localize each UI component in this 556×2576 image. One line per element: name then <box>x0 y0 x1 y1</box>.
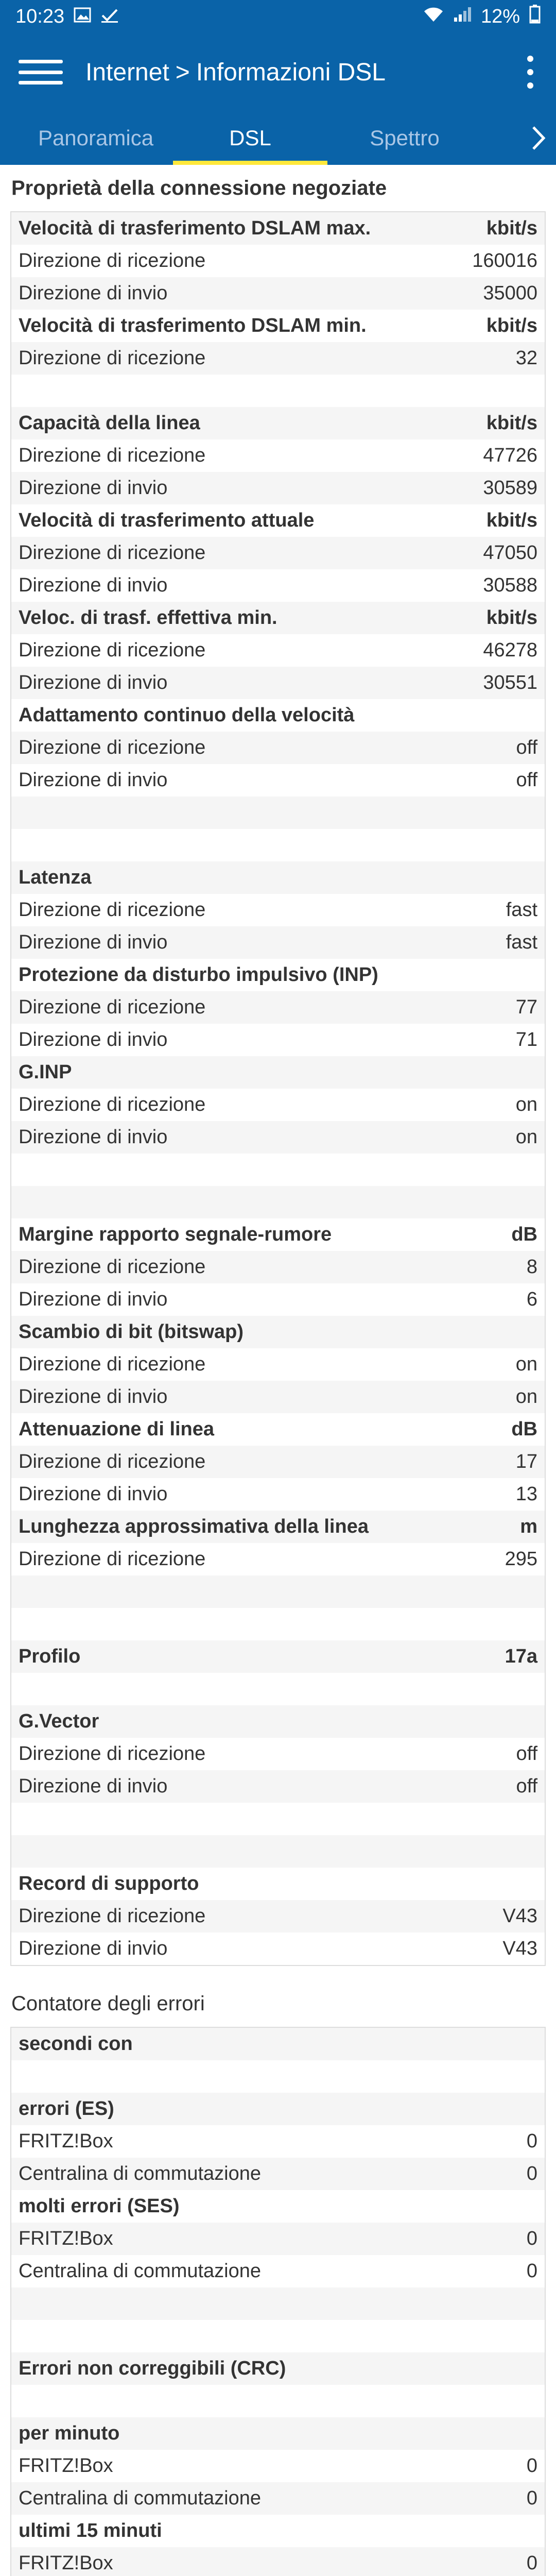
table-row <box>11 829 545 861</box>
table-row <box>11 504 545 537</box>
row-label: Direzione di ricezione <box>19 445 206 466</box>
table-row <box>11 2450 545 2482</box>
row-label: Direzione di ricezione <box>19 1353 206 1375</box>
row-label: Profilo <box>19 1646 81 1667</box>
row-value: 35000 <box>483 282 537 304</box>
row-label: Direzione di ricezione <box>19 1548 206 1570</box>
table-row <box>11 2190 545 2223</box>
table-row <box>11 1835 545 1868</box>
table-row <box>11 861 545 894</box>
row-label: Direzione di ricezione <box>19 1094 206 1115</box>
row-value: kbit/s <box>486 510 537 531</box>
row-value: on <box>515 1126 537 1148</box>
row-value: 0 <box>526 2552 537 2574</box>
row-label: Adattamento continuo della velocità <box>19 704 355 726</box>
table-row <box>11 2255 545 2287</box>
row-label: Latenza <box>19 867 92 888</box>
table-row <box>11 1251 545 1283</box>
table-row <box>11 2223 545 2255</box>
row-value: off <box>516 737 537 758</box>
row-value: 0 <box>526 2260 537 2282</box>
row-label: Direzione di ricezione <box>19 639 206 661</box>
row-label: Veloc. di trasf. effettiva min. <box>19 607 277 629</box>
table-row <box>11 1738 545 1770</box>
row-label: FRITZ!Box <box>19 2130 113 2152</box>
table-row <box>11 342 545 375</box>
row-label: Centralina di commutazione <box>19 2260 262 2282</box>
table-row <box>11 1608 545 1640</box>
page-title: Informazioni DSL <box>196 58 386 86</box>
table-row <box>11 375 545 407</box>
row-label: Lunghezza approssimativa della linea <box>19 1516 369 1537</box>
row-value: off <box>516 769 537 791</box>
row-label: Direzione di invio <box>19 574 168 596</box>
row-label: Errori non correggibili (CRC) <box>19 2358 286 2379</box>
row-value: kbit/s <box>486 412 537 434</box>
row-value: off <box>516 1743 537 1765</box>
status-bar <box>0 0 556 33</box>
row-label: molti errori (SES) <box>19 2195 180 2217</box>
table-row <box>11 1381 545 1413</box>
table-row <box>11 2287 545 2320</box>
row-value: 0 <box>526 2455 537 2477</box>
table-row <box>11 2158 545 2190</box>
tab-spettro[interactable]: Spettro <box>370 126 440 150</box>
row-value: 30589 <box>483 477 537 499</box>
row-label: Direzione di invio <box>19 1938 168 1959</box>
row-label: Direzione di invio <box>19 1483 168 1505</box>
row-value: fast <box>506 899 537 921</box>
table-row <box>11 1868 545 1900</box>
row-value: 47050 <box>483 542 537 564</box>
table-row <box>11 472 545 504</box>
row-label: Direzione di invio <box>19 769 168 791</box>
row-label: errori (ES) <box>19 2098 114 2120</box>
wifi-icon <box>423 6 444 28</box>
row-label: G.Vector <box>19 1710 99 1732</box>
table-row <box>11 764 545 796</box>
row-value: 13 <box>515 1483 537 1505</box>
row-value: fast <box>506 931 537 953</box>
row-label: Centralina di commutazione <box>19 2163 262 2184</box>
row-label: secondi con <box>19 2033 133 2055</box>
breadcrumb-separator: > <box>175 58 190 86</box>
row-label: Velocità di trasferimento attuale <box>19 510 315 531</box>
row-label: Centralina di commutazione <box>19 2487 262 2509</box>
table-row <box>11 310 545 342</box>
row-value: off <box>516 1775 537 1797</box>
row-label: Direzione di invio <box>19 1289 168 1310</box>
status-right <box>423 4 541 29</box>
table-row <box>11 1770 545 1803</box>
app-bar <box>0 33 556 111</box>
props-section-title: Proprietà della connessione negoziate <box>11 176 387 199</box>
table-row <box>11 959 545 991</box>
row-value: V43 <box>502 1905 537 1927</box>
table-row <box>11 569 545 602</box>
table-row <box>11 407 545 439</box>
table-row <box>11 1673 545 1705</box>
row-label: Direzione di invio <box>19 1029 168 1050</box>
table-row <box>11 2352 545 2385</box>
table-row <box>11 732 545 764</box>
row-value: kbit/s <box>486 315 537 336</box>
row-value: 30588 <box>483 574 537 596</box>
row-label: Attenuazione di linea <box>19 1418 215 1440</box>
row-value: dB <box>511 1224 537 1245</box>
row-value: 77 <box>515 996 537 1018</box>
row-value: 0 <box>526 2487 537 2509</box>
table-row <box>11 602 545 634</box>
row-value: 46278 <box>483 639 537 661</box>
row-value: V43 <box>502 1938 537 1959</box>
table-row <box>11 1478 545 1511</box>
status-left <box>15 6 119 28</box>
errors-table <box>10 2027 546 2576</box>
breadcrumb-section[interactable]: Internet <box>85 58 169 86</box>
row-label: Margine rapporto segnale-rumore <box>19 1224 332 1245</box>
row-value: 47726 <box>483 445 537 466</box>
row-label: Direzione di ricezione <box>19 899 206 921</box>
table-row <box>11 1803 545 1835</box>
row-label: Protezione da disturbo impulsivo (INP) <box>19 964 378 986</box>
props-table <box>10 211 546 1966</box>
table-row <box>11 277 545 310</box>
table-row <box>11 1543 545 1575</box>
battery-level: 12% <box>480 5 520 27</box>
table-row <box>11 1413 545 1446</box>
breadcrumb <box>85 58 515 87</box>
row-value: on <box>515 1353 537 1375</box>
row-label: ultimi 15 minuti <box>19 2520 162 2541</box>
row-label: Direzione di invio <box>19 282 168 304</box>
table-row <box>11 1316 545 1348</box>
row-label: G.INP <box>19 1061 72 1083</box>
table-row <box>11 796 545 829</box>
row-label: Direzione di ricezione <box>19 347 206 369</box>
row-value: on <box>515 1386 537 1408</box>
row-label: Direzione di ricezione <box>19 250 206 272</box>
table-row <box>11 1089 545 1121</box>
table-row <box>11 667 545 699</box>
row-label: FRITZ!Box <box>19 2455 113 2477</box>
table-row <box>11 1348 545 1381</box>
table-row <box>11 1056 545 1089</box>
row-label: Direzione di ricezione <box>19 1743 206 1765</box>
table-row <box>11 634 545 667</box>
row-label: Scambio di bit (bitswap) <box>19 1321 244 1343</box>
table-row <box>11 699 545 732</box>
row-value: 17 <box>515 1451 537 1472</box>
chevron-right-icon[interactable] <box>520 111 556 165</box>
table-row <box>11 1024 545 1056</box>
row-label: FRITZ!Box <box>19 2552 113 2574</box>
row-label: Velocità di trasferimento DSLAM max. <box>19 217 371 239</box>
row-value: m <box>520 1516 537 1537</box>
battery-icon <box>529 4 541 29</box>
table-row <box>11 2417 545 2450</box>
table-row <box>11 1218 545 1251</box>
table-row <box>11 1640 545 1673</box>
table-row <box>11 537 545 569</box>
table-row <box>11 926 545 959</box>
row-label: Direzione di ricezione <box>19 1905 206 1927</box>
gallery-icon <box>74 6 91 28</box>
table-row <box>11 1154 545 1186</box>
row-label: Direzione di ricezione <box>19 1256 206 1278</box>
row-label: Record di supporto <box>19 1873 199 1894</box>
table-row <box>11 439 545 472</box>
table-row <box>11 1446 545 1478</box>
table-row <box>11 2093 545 2125</box>
table-row <box>11 2482 545 2515</box>
row-label: Direzione di invio <box>19 931 168 953</box>
row-value: 8 <box>526 1256 537 1278</box>
table-row <box>11 2547 545 2576</box>
row-value: 71 <box>515 1029 537 1050</box>
table-row <box>11 2385 545 2417</box>
tab-panoramica[interactable]: Panoramica <box>38 126 154 150</box>
table-row <box>11 2320 545 2352</box>
row-label: Direzione di invio <box>19 1386 168 1408</box>
row-label: Direzione di ricezione <box>19 542 206 564</box>
row-label: Direzione di invio <box>19 672 168 693</box>
row-value: kbit/s <box>486 217 537 239</box>
menu-icon[interactable] <box>19 57 65 88</box>
row-value: 295 <box>505 1548 537 1570</box>
row-value: 0 <box>526 2228 537 2249</box>
table-row <box>11 1900 545 1933</box>
row-value: 30551 <box>483 672 537 693</box>
tab-bar <box>0 111 556 165</box>
table-row <box>11 1933 545 1965</box>
row-label: Direzione di invio <box>19 1775 168 1797</box>
row-label: Direzione di invio <box>19 1126 168 1148</box>
table-row <box>11 1511 545 1543</box>
row-label: Velocità di trasferimento DSLAM min. <box>19 315 367 336</box>
row-value: 0 <box>526 2163 537 2184</box>
row-label: Direzione di invio <box>19 477 168 499</box>
table-row <box>11 245 545 277</box>
row-label: Direzione di ricezione <box>19 996 206 1018</box>
table-row <box>11 991 545 1024</box>
row-value: 0 <box>526 2130 537 2152</box>
table-row <box>11 2125 545 2158</box>
row-label: FRITZ!Box <box>19 2228 113 2249</box>
row-label: Direzione di ricezione <box>19 1451 206 1472</box>
row-value: 6 <box>526 1289 537 1310</box>
row-label: Capacità della linea <box>19 412 200 434</box>
errors-section-title: Contatore degli errori <box>11 1992 205 2015</box>
table-row <box>11 894 545 926</box>
row-value: 160016 <box>472 250 537 272</box>
row-value: dB <box>511 1418 537 1440</box>
table-row <box>11 2060 545 2093</box>
row-label: Direzione di ricezione <box>19 737 206 758</box>
table-row <box>11 1186 545 1218</box>
table-row <box>11 1283 545 1316</box>
signal-icon <box>453 6 472 28</box>
row-label: per minuto <box>19 2422 120 2444</box>
table-row <box>11 2028 545 2060</box>
tab-dsl[interactable]: DSL <box>173 111 327 165</box>
table-row <box>11 1705 545 1738</box>
row-value: on <box>515 1094 537 1115</box>
table-row <box>11 1575 545 1608</box>
row-value: kbit/s <box>486 607 537 629</box>
row-value: 32 <box>515 347 537 369</box>
row-value: 17a <box>505 1646 537 1667</box>
status-time: 10:23 <box>15 5 65 27</box>
check-icon <box>100 6 119 28</box>
table-row <box>11 1121 545 1154</box>
table-row <box>11 212 545 245</box>
more-options-icon[interactable] <box>515 52 546 93</box>
table-row <box>11 2515 545 2547</box>
